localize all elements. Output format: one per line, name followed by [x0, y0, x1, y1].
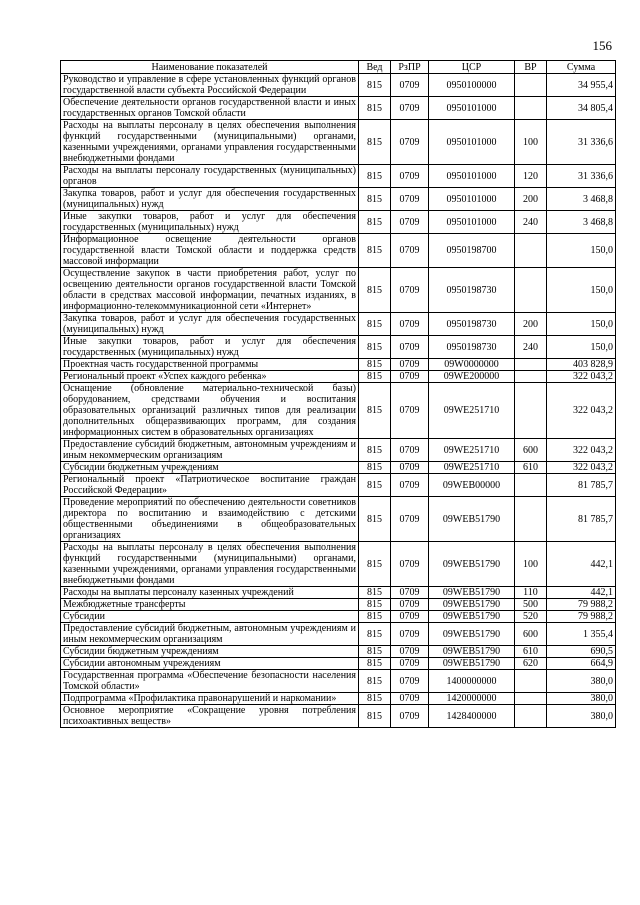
- ved-cell: 815: [359, 234, 391, 268]
- name-cell: Субсидии автономным учреждениям: [61, 658, 359, 670]
- csr-cell: 0950101000: [429, 120, 515, 165]
- name-cell: Расходы на выплаты персоналу в целях обеспечения выполнения функций государственными (муниципальными) органами, казенными учреждениями, органами управления государственными внебюджетными фондами: [61, 120, 359, 165]
- sum-cell: 34 955,4: [547, 74, 616, 97]
- table-row: [61, 371, 616, 383]
- name-cell: Руководство и управление в сфере установленных функций органов государственной власти субъекта Российской Федерации: [61, 74, 359, 97]
- sum-cell: 380,0: [547, 705, 616, 728]
- table-row: [61, 497, 616, 542]
- rzpr-cell: 0709: [391, 74, 429, 97]
- rzpr-cell: 0709: [391, 705, 429, 728]
- sum-cell: 1 355,4: [547, 623, 616, 646]
- table-row: [61, 359, 616, 371]
- ved-cell: 815: [359, 313, 391, 336]
- rzpr-cell: 0709: [391, 188, 429, 211]
- ved-cell: 815: [359, 587, 391, 599]
- ved-cell: 815: [359, 646, 391, 658]
- csr-cell: 09WEB51790: [429, 611, 515, 623]
- rzpr-cell: 0709: [391, 165, 429, 188]
- vr-cell: [515, 670, 547, 693]
- table-row: [61, 462, 616, 474]
- name-cell: Подпрограмма «Профилактика правонарушений и наркомании»: [61, 693, 359, 705]
- rzpr-cell: 0709: [391, 439, 429, 462]
- sum-cell: 79 988,2: [547, 599, 616, 611]
- sum-cell: 403 828,9: [547, 359, 616, 371]
- csr-cell: 0950100000: [429, 74, 515, 97]
- sum-cell: 322 043,2: [547, 462, 616, 474]
- name-cell: Осуществление закупок в части приобретения работ, услуг по освещению деятельности органов государственной власти Томской области в средствах массовой информации, печатных изданиях, в информационно-телекоммуникационной сети «Интернет»: [61, 268, 359, 313]
- table-row: [61, 313, 616, 336]
- sum-cell: 380,0: [547, 670, 616, 693]
- sum-cell: 150,0: [547, 268, 616, 313]
- vr-cell: [515, 693, 547, 705]
- ved-cell: 815: [359, 165, 391, 188]
- table-row: [61, 74, 616, 97]
- ved-cell: 815: [359, 658, 391, 670]
- table-row: [61, 165, 616, 188]
- csr-cell: 0950198730: [429, 268, 515, 313]
- vr-cell: [515, 234, 547, 268]
- vr-cell: 110: [515, 587, 547, 599]
- rzpr-cell: 0709: [391, 587, 429, 599]
- vr-cell: [515, 705, 547, 728]
- sum-cell: 81 785,7: [547, 497, 616, 542]
- rzpr-cell: 0709: [391, 462, 429, 474]
- rzpr-cell: 0709: [391, 97, 429, 120]
- csr-cell: 09WEB51790: [429, 587, 515, 599]
- table-header-row: [61, 61, 616, 74]
- vr-cell: 240: [515, 336, 547, 359]
- ved-cell: 815: [359, 705, 391, 728]
- sum-cell: 34 805,4: [547, 97, 616, 120]
- table-row: [61, 599, 616, 611]
- name-cell: Закупка товаров, работ и услуг для обеспечения государственных (муниципальных) нужд: [61, 188, 359, 211]
- csr-cell: 0950101000: [429, 165, 515, 188]
- name-cell: Предоставление субсидий бюджетным, автономным учреждениям и иным некоммерческим организациям: [61, 623, 359, 646]
- csr-cell: 1420000000: [429, 693, 515, 705]
- csr-cell: 09WEB00000: [429, 474, 515, 497]
- table-row: [61, 439, 616, 462]
- name-cell: Межбюджетные трансферты: [61, 599, 359, 611]
- table-row: [61, 268, 616, 313]
- ved-cell: 815: [359, 599, 391, 611]
- vr-cell: 500: [515, 599, 547, 611]
- csr-cell: 09W0000000: [429, 359, 515, 371]
- vr-cell: 120: [515, 165, 547, 188]
- vr-cell: [515, 268, 547, 313]
- ved-cell: 815: [359, 336, 391, 359]
- sum-cell: 3 468,8: [547, 211, 616, 234]
- ved-cell: 815: [359, 268, 391, 313]
- table-row: [61, 658, 616, 670]
- name-cell: Закупка товаров, работ и услуг для обеспечения государственных (муниципальных) нужд: [61, 313, 359, 336]
- name-cell: Проведение мероприятий по обеспечению деятельности советников директора по воспитанию и взаимодействию с детскими общественными объединениями в общеобразовательных организациях: [61, 497, 359, 542]
- vr-cell: 100: [515, 542, 547, 587]
- vr-cell: [515, 97, 547, 120]
- name-cell: Информационное освещение деятельности органов государственной власти Томской области и поддержка средств массовой информации: [61, 234, 359, 268]
- budget-table: [60, 60, 616, 728]
- rzpr-cell: 0709: [391, 623, 429, 646]
- table-row: [61, 383, 616, 439]
- rzpr-cell: 0709: [391, 658, 429, 670]
- rzpr-cell: 0709: [391, 693, 429, 705]
- rzpr-cell: 0709: [391, 599, 429, 611]
- csr-cell: 09WE251710: [429, 462, 515, 474]
- rzpr-cell: 0709: [391, 542, 429, 587]
- table-row: [61, 542, 616, 587]
- vr-cell: 600: [515, 439, 547, 462]
- vr-cell: 610: [515, 646, 547, 658]
- vr-cell: 200: [515, 188, 547, 211]
- name-cell: Иные закупки товаров, работ и услуг для обеспечения государственных (муниципальных) нужд: [61, 211, 359, 234]
- rzpr-cell: 0709: [391, 646, 429, 658]
- rzpr-cell: 0709: [391, 359, 429, 371]
- csr-cell: 09WEB51790: [429, 623, 515, 646]
- ved-cell: 815: [359, 497, 391, 542]
- sum-cell: 3 468,8: [547, 188, 616, 211]
- column-header-rzpr: РзПР: [391, 61, 429, 74]
- rzpr-cell: 0709: [391, 336, 429, 359]
- name-cell: Иные закупки товаров, работ и услуг для обеспечения государственных (муниципальных) нужд: [61, 336, 359, 359]
- rzpr-cell: 0709: [391, 120, 429, 165]
- rzpr-cell: 0709: [391, 268, 429, 313]
- table-row: [61, 234, 616, 268]
- csr-cell: 09WE251710: [429, 439, 515, 462]
- sum-cell: 150,0: [547, 336, 616, 359]
- vr-cell: 240: [515, 211, 547, 234]
- ved-cell: 815: [359, 474, 391, 497]
- vr-cell: 520: [515, 611, 547, 623]
- csr-cell: 09WEB51790: [429, 497, 515, 542]
- ved-cell: 815: [359, 462, 391, 474]
- ved-cell: 815: [359, 693, 391, 705]
- sum-cell: 31 336,6: [547, 165, 616, 188]
- rzpr-cell: 0709: [391, 474, 429, 497]
- name-cell: Региональный проект «Патриотическое воспитание граждан Российской Федерации»: [61, 474, 359, 497]
- name-cell: Оснащение (обновление материально-технической базы) оборудованием, средствами обучения и воспитания образовательных организаций различных типов для реализации дополнительных общеразвивающих программ, для создания информационных систем в образовательных организациях: [61, 383, 359, 439]
- csr-cell: 0950198730: [429, 336, 515, 359]
- rzpr-cell: 0709: [391, 497, 429, 542]
- table-row: [61, 670, 616, 693]
- ved-cell: 815: [359, 383, 391, 439]
- table-row: [61, 587, 616, 599]
- ved-cell: 815: [359, 439, 391, 462]
- column-header-vr: ВР: [515, 61, 547, 74]
- vr-cell: [515, 74, 547, 97]
- ved-cell: 815: [359, 120, 391, 165]
- vr-cell: [515, 497, 547, 542]
- sum-cell: 690,5: [547, 646, 616, 658]
- sum-cell: 322 043,2: [547, 371, 616, 383]
- table-row: [61, 211, 616, 234]
- name-cell: Субсидии бюджетным учреждениям: [61, 462, 359, 474]
- vr-cell: [515, 371, 547, 383]
- page-number: 156: [592, 38, 612, 53]
- sum-cell: 31 336,6: [547, 120, 616, 165]
- sum-cell: 322 043,2: [547, 439, 616, 462]
- csr-cell: 09WEB51790: [429, 658, 515, 670]
- sum-cell: 81 785,7: [547, 474, 616, 497]
- column-header-ved: Вед: [359, 61, 391, 74]
- vr-cell: [515, 383, 547, 439]
- vr-cell: [515, 359, 547, 371]
- vr-cell: 610: [515, 462, 547, 474]
- csr-cell: 09WEB51790: [429, 646, 515, 658]
- table-row: [61, 646, 616, 658]
- rzpr-cell: 0709: [391, 234, 429, 268]
- csr-cell: 09WEB51790: [429, 599, 515, 611]
- rzpr-cell: 0709: [391, 670, 429, 693]
- rzpr-cell: 0709: [391, 211, 429, 234]
- sum-cell: 150,0: [547, 313, 616, 336]
- ved-cell: 815: [359, 97, 391, 120]
- csr-cell: 09WE251710: [429, 383, 515, 439]
- table-row: [61, 623, 616, 646]
- name-cell: Обеспечение деятельности органов государственной власти и иных государственных органов Томской области: [61, 97, 359, 120]
- ved-cell: 815: [359, 611, 391, 623]
- rzpr-cell: 0709: [391, 371, 429, 383]
- name-cell: Региональный проект «Успех каждого ребенка»: [61, 371, 359, 383]
- vr-cell: 620: [515, 658, 547, 670]
- sum-cell: 79 988,2: [547, 611, 616, 623]
- csr-cell: 0950101000: [429, 97, 515, 120]
- sum-cell: 150,0: [547, 234, 616, 268]
- csr-cell: 0950198700: [429, 234, 515, 268]
- ved-cell: 815: [359, 74, 391, 97]
- ved-cell: 815: [359, 542, 391, 587]
- column-header-name: Наименование показателей: [61, 61, 359, 74]
- csr-cell: 0950101000: [429, 188, 515, 211]
- csr-cell: 1428400000: [429, 705, 515, 728]
- name-cell: Расходы на выплаты персоналу в целях обеспечения выполнения функций государственными (муниципальными) органами, казенными учреждениями, органами управления государственными внебюджетными фондами: [61, 542, 359, 587]
- sum-cell: 442,1: [547, 542, 616, 587]
- table-row: [61, 188, 616, 211]
- ved-cell: 815: [359, 623, 391, 646]
- vr-cell: 200: [515, 313, 547, 336]
- table-row: [61, 336, 616, 359]
- rzpr-cell: 0709: [391, 383, 429, 439]
- ved-cell: 815: [359, 188, 391, 211]
- column-header-sum: Сумма: [547, 61, 616, 74]
- csr-cell: 1400000000: [429, 670, 515, 693]
- csr-cell: 0950198730: [429, 313, 515, 336]
- table-row: [61, 705, 616, 728]
- ved-cell: 815: [359, 211, 391, 234]
- vr-cell: 600: [515, 623, 547, 646]
- name-cell: Субсидии бюджетным учреждениям: [61, 646, 359, 658]
- rzpr-cell: 0709: [391, 611, 429, 623]
- ved-cell: 815: [359, 670, 391, 693]
- sum-cell: 664,9: [547, 658, 616, 670]
- table-row: [61, 474, 616, 497]
- name-cell: Расходы на выплаты персоналу государственных (муниципальных) органов: [61, 165, 359, 188]
- name-cell: Государственная программа «Обеспечение безопасности населения Томской области»: [61, 670, 359, 693]
- csr-cell: 09WE200000: [429, 371, 515, 383]
- ved-cell: 815: [359, 359, 391, 371]
- name-cell: Проектная часть государственной программы: [61, 359, 359, 371]
- table-body: [61, 74, 616, 728]
- sum-cell: 442,1: [547, 587, 616, 599]
- table-row: [61, 693, 616, 705]
- sum-cell: 322 043,2: [547, 383, 616, 439]
- ved-cell: 815: [359, 371, 391, 383]
- vr-cell: 100: [515, 120, 547, 165]
- column-header-csr: ЦСР: [429, 61, 515, 74]
- table-row: [61, 97, 616, 120]
- csr-cell: 09WEB51790: [429, 542, 515, 587]
- name-cell: Расходы на выплаты персоналу казенных учреждений: [61, 587, 359, 599]
- table-row: [61, 611, 616, 623]
- name-cell: Предоставление субсидий бюджетным, автономным учреждениям и иным некоммерческим организациям: [61, 439, 359, 462]
- name-cell: Субсидии: [61, 611, 359, 623]
- vr-cell: [515, 474, 547, 497]
- csr-cell: 0950101000: [429, 211, 515, 234]
- name-cell: Основное мероприятие «Сокращение уровня потребления психоактивных веществ»: [61, 705, 359, 728]
- rzpr-cell: 0709: [391, 313, 429, 336]
- sum-cell: 380,0: [547, 693, 616, 705]
- table-row: [61, 120, 616, 165]
